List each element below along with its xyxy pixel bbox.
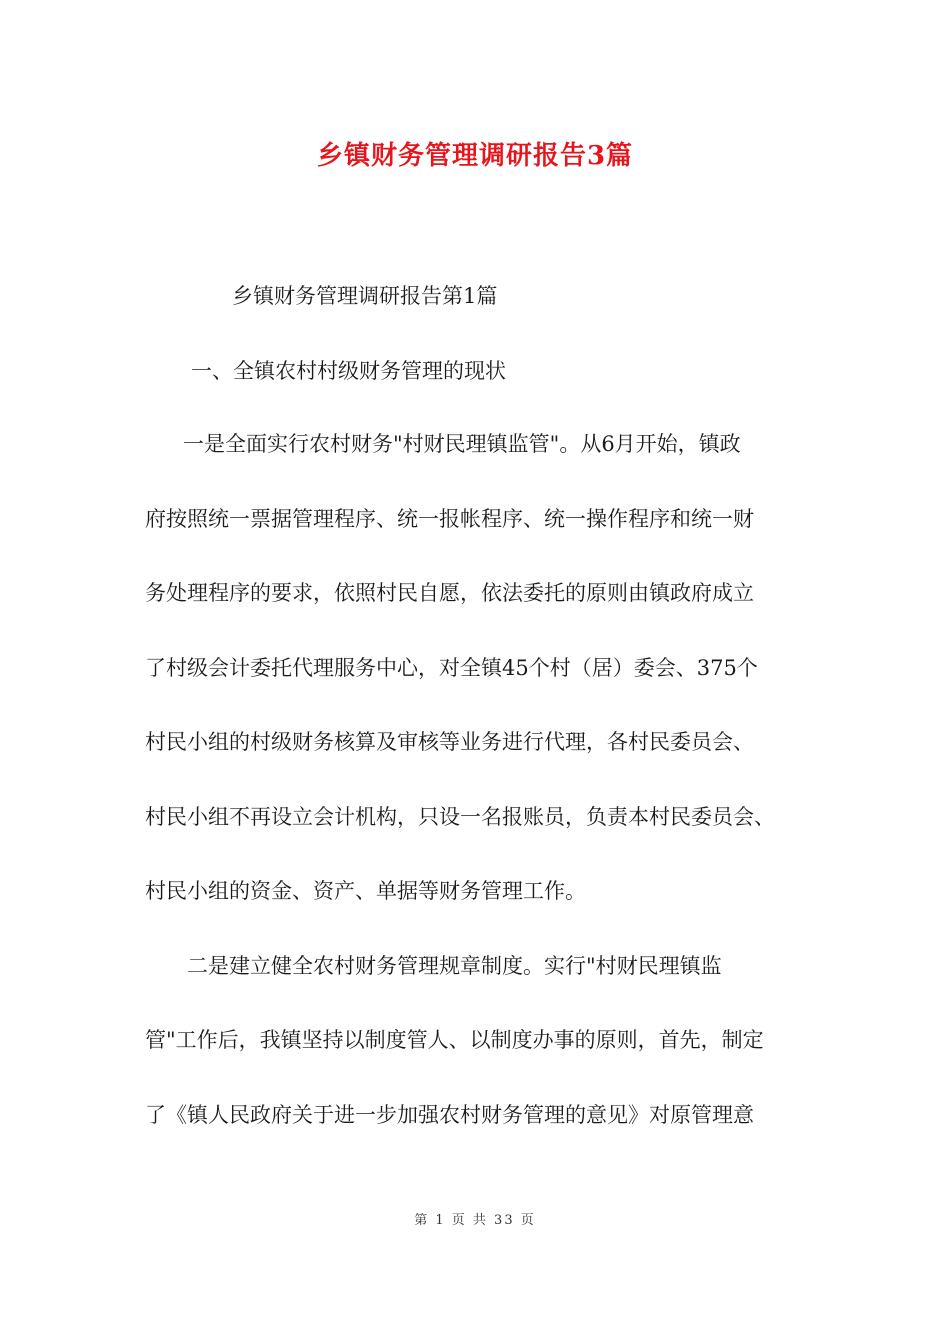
- body-line: 管"工作后，我镇坚持以制度管人、以制度办事的原则，首先，制定: [145, 1028, 764, 1052]
- body-line: 务处理程序的要求，依照村民自愿，依法委托的原则由镇政府成立: [145, 581, 754, 605]
- section-heading: 一、全镇农村村级财务管理的现状: [191, 359, 506, 383]
- body-line: 村民小组的村级财务核算及审核等业务进行代理，各村民委员会、: [145, 730, 754, 754]
- body-line: 二是建立健全农村财务管理规章制度。实行"村财民理镇监: [187, 954, 722, 978]
- document-title: 乡镇财务管理调研报告3篇: [316, 141, 634, 171]
- body-line: 村民小组不再设立会计机构，只设一名报账员，负责本村民委员会、: [145, 805, 775, 829]
- page-number-footer: 第 1 页 共 33 页: [414, 1213, 536, 1228]
- body-line: 府按照统一票据管理程序、统一报帐程序、统一操作程序和统一财: [145, 507, 754, 531]
- body-line: 了《镇人民政府关于进一步加强农村财务管理的意见》对原管理意: [145, 1103, 754, 1127]
- body-line: 村民小组的资金、资产、单据等财务管理工作。: [145, 879, 586, 903]
- body-line: 了村级会计委托代理服务中心，对全镇45个村（居）委会、375个: [145, 656, 758, 680]
- report-subtitle: 乡镇财务管理调研报告第1篇: [232, 284, 498, 308]
- body-line: 一是全面实行农村财务"村财民理镇监管"。从6月开始，镇政: [183, 432, 741, 456]
